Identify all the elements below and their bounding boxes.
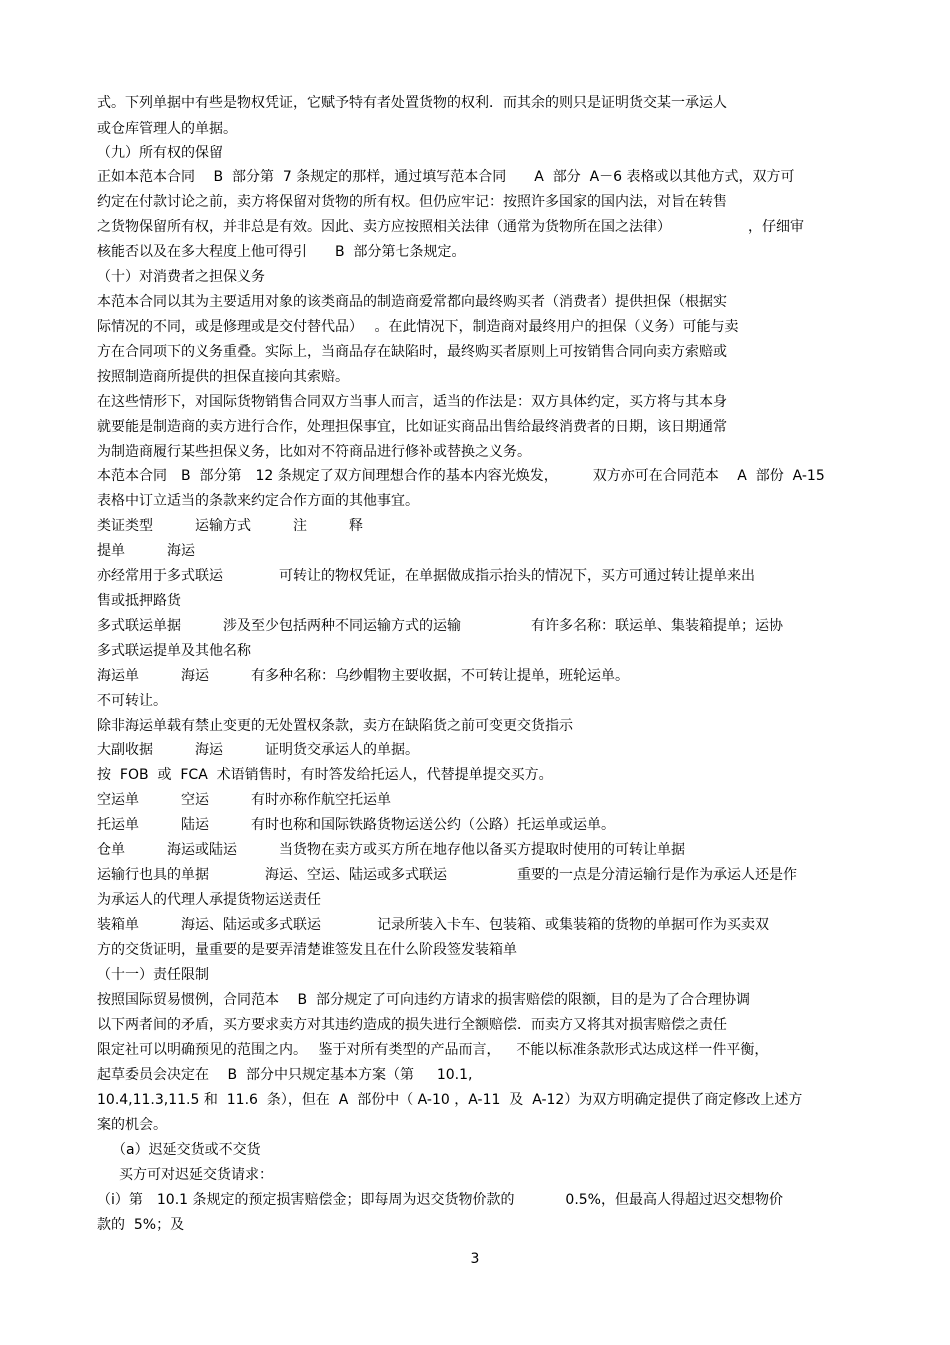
text-line: 正如本范本合同 B 部分第 7 条规定的那样，通过填写范本合同 A 部分 A－6 表格或以其他方式，双方可 [97, 169, 795, 185]
text-line: 10.4,11.3,11.5 和 11.6 条），但在 A 部份中（ A-10 ，A-11 及 A-12）为双方明确定提供了商定修改上述方 [97, 1092, 803, 1108]
text-line: 按 FOB 或 FCA 术语销售时，有时答发给托运人，代替提单提交买方。 [97, 767, 553, 783]
text-line: 方在合同项下的义务重叠。实际上，当商品存在缺陷时，最终购买者原则上可按销售合同向卖方索赔或 [97, 344, 727, 360]
text-line: 按照国际贸易惯例，合同范本 B 部分规定了可向违约方请求的损害赔偿的限额，目的是为了合合理协调 [97, 992, 750, 1008]
text-line: 际情况的不同，或是修理或是交付替代品） 。在此情况下，制造商对最终用户的担保（义务）可能与卖 [97, 319, 739, 335]
text-line: （十）对消费者之担保义务 [97, 269, 265, 285]
text-line: 仓单 海运或陆运 当货物在卖方或买方所在地存他以备买方提取时使用的可转让单据 [97, 842, 685, 858]
page-number: 3 [470, 1251, 480, 1267]
text-line: 亦经常用于多式联运 可转让的物权凭证，在单据做成指示抬头的情况下，买方可通过转让提单来出 [97, 568, 755, 584]
text-line: 为承运人的代理人承提货物运送责任 [97, 892, 321, 908]
text-line: 买方可对迟延交货请求： [105, 1167, 273, 1183]
text-line: 在这些情形下，对国际货物销售合同双方当事人而言，适当的作法是：双方具体约定，买方将与其本身 [97, 394, 727, 410]
text-line: 或仓库管理人的单据。 [97, 121, 237, 137]
text-line: 不可转让。 [97, 693, 167, 709]
text-line: 式。下列单据中有些是物权凭证，它赋予特有者处置货物的权利．而其余的则只是证明货交某一承运人 [97, 95, 727, 111]
text-line: 核能否以及在多大程度上他可得引 B 部分第七条规定。 [97, 244, 466, 260]
text-line: 按照制造商所提供的担保直接向其索赔。 [97, 369, 349, 385]
text-line: 限定社可以明确预见的范围之内。 鉴于对所有类型的产品而言， 不能以标准条款形式达成这样一件平衡， [97, 1042, 769, 1058]
text-line: 装箱单 海运、陆运或多式联运 记录所装入卡车、包装箱、或集装箱的货物的单据可作为买卖双 [97, 917, 769, 933]
text-line: 售或抵押路货 [97, 593, 181, 609]
text-line: 多式联运提单及其他名称 [97, 643, 251, 659]
text-line: 表格中订立适当的条款来约定合作方面的其他事宜。 [97, 493, 419, 509]
text-line: 多式联运单据 涉及至少包括两种不同运输方式的运输 有许多名称：联运单、集装箱提单；运协 [97, 618, 783, 634]
text-line: 就要能是制造商的卖方进行合作，处理担保事宜，比如证实商品出售给最终消费者的日期，该日期通常 [97, 419, 727, 435]
text-line: （九）所有权的保留 [97, 145, 223, 161]
text-line: 以下两者间的矛盾，买方要求卖方对其违约造成的损失进行全额赔偿．而卖方又将其对损害赔偿之责任 [97, 1017, 727, 1033]
text-line: 为制造商履行某些担保义务，比如对不符商品进行修补或替换之义务。 [97, 444, 531, 460]
text-line: 案的机会。 [97, 1117, 167, 1133]
text-line: （ⅰ）第 10.1 条规定的预定损害赔偿金；即每周为迟交货物价款的 0.5%，但最高人得超过迟交想物价 [97, 1192, 783, 1208]
text-line: 起草委员会决定在 B 部分中只规定基本方案（第 10.1, [97, 1067, 473, 1083]
text-line: 大副收据 海运 证明货交承运人的单据。 [97, 742, 419, 758]
text-line: 运输行也具的单据 海运、空运、陆运或多式联运 重要的一点是分清运输行是作为承运人还是作 [97, 867, 797, 883]
text-line: （十一）责任限制 [97, 967, 209, 983]
text-line: 本范本合同以其为主要适用对象的该类商品的制造商爱常都向最终购买者（消费者）提供担保（根据实 [97, 294, 727, 310]
text-line: 约定在付款讨论之前，卖方将保留对货物的所有权。但仍应牢记：按照许多国家的国内法，对旨在转售 [97, 194, 727, 210]
text-line: 空运单 空运 有时亦称作航空托运单 [97, 792, 391, 808]
text-line: 之货物保留所有权，并非总是有效。因此、卖方应按照相关法律（通常为货物所在国之法律） ，仔细审 [97, 219, 804, 235]
text-line: 方的交货证明，量重要的是要弄清楚谁签发且在什么阶段签发装箱单 [97, 942, 517, 958]
text-line: 托运单 陆运 有时也称和国际铁路货物运送公约（公路）托运单或运单。 [97, 817, 615, 833]
text-line: 类证类型 运输方式 注 释 [97, 518, 363, 534]
text-line: （a）迟延交货或不交货 [105, 1142, 261, 1158]
text-line: 本范本合同 B 部分第 12 条规定了双方间理想合作的基本内容光焕发， 双方亦可在合同范本 A 部份 A-15 [97, 468, 825, 484]
text-line: 海运单 海运 有多种名称：乌纱帽物主要收据，不可转让提单，班轮运单。 [97, 668, 629, 684]
text-line: 提单 海运 [97, 543, 195, 559]
text-line: 款的 5%；及 [97, 1217, 185, 1233]
text-line: 除非海运单载有禁止变更的无处置权条款，卖方在缺陷货之前可变更交货指示 [97, 718, 573, 734]
